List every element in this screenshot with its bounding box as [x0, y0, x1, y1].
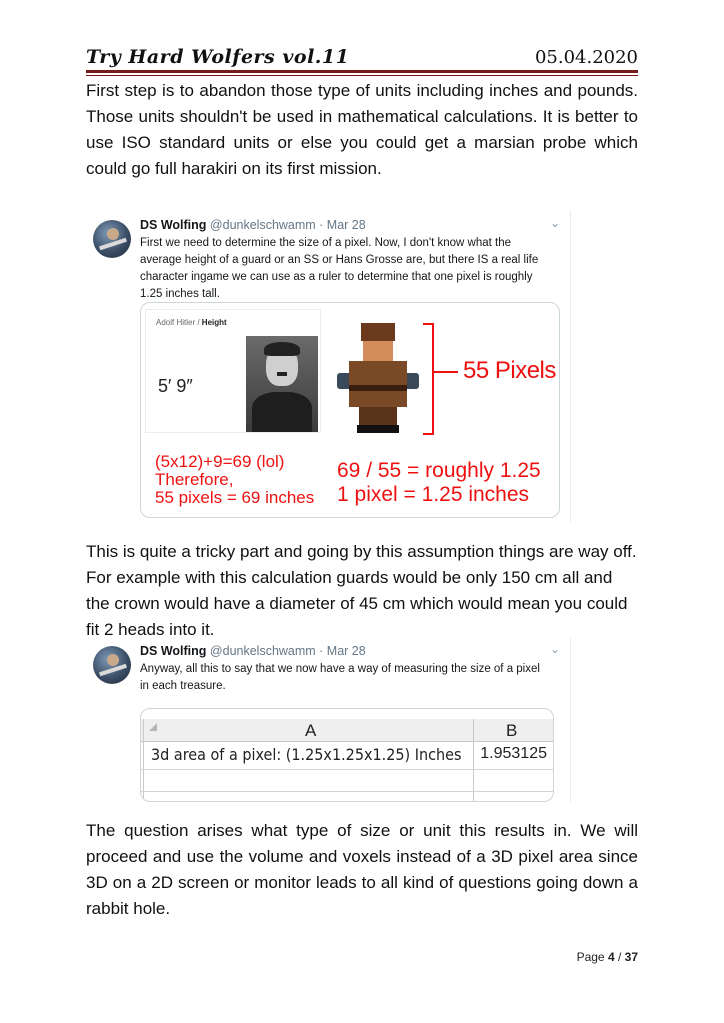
tweet-text: Anyway, all this to say that we now have a way of measuring the size of a pixel in each treasure. — [140, 663, 540, 692]
measure-bracket-line — [432, 323, 434, 435]
select-all-corner — [149, 723, 157, 731]
tweet-author[interactable] — [140, 644, 366, 658]
header-rule-thick — [86, 70, 638, 73]
avatar[interactable] — [93, 220, 131, 258]
tweet-image-card[interactable] — [140, 302, 560, 518]
cell-b1: 1.953125 — [480, 745, 547, 762]
document-date: 05.04.2020 — [534, 47, 638, 68]
chevron-down-icon[interactable]: ⌄ — [549, 642, 560, 656]
paragraph-1: First step is to abandon those type of units including inches and pounds. Those units shouldn't be used in mathematical calculations. It is better to use ISO standard units or else you could get a marsian probe which could go full harakiri on its first mission. — [86, 81, 638, 178]
tweet-text: First we need to determine the size of a pixel. Now, I don't know what the average height of a guard or an SS or Hans Grosse are, but there IS a real life character ingame we can use as a ruler to determine that one pixel is roughly 1.25 inches tall. — [140, 237, 539, 300]
author-name: DS Wolfing — [140, 218, 207, 232]
column-header-row — [141, 719, 553, 742]
tweet-author[interactable] — [140, 218, 366, 232]
author-handle-date: @dunkelschwamm · Mar 28 — [209, 644, 366, 658]
column-a-header: A — [305, 721, 317, 740]
paragraph-3: The question arises what type of size or unit this results in. We will proceed and use the volume and voxels instead of a 3D pixel area since 3D on a 2D screen or monitor leads to all kind of questions going down a rabbit hole. — [86, 821, 638, 918]
game-sprite-image — [337, 321, 421, 433]
tweet-embed-2[interactable] — [86, 638, 571, 802]
avatar[interactable] — [93, 646, 131, 684]
column-b-header: B — [506, 721, 518, 740]
panel-heading: Adolf Hitler / Height — [156, 318, 227, 327]
page-number: Page 4 / 37 — [576, 950, 638, 964]
search-result-panel — [145, 309, 321, 433]
height-value: 5′ 9″ — [158, 376, 193, 396]
measure-pointer — [434, 371, 458, 373]
paragraph-2: This is quite a tricky part and going by this assumption things are way off. For example with this calculation guards would be only 150 cm all and the crown would have a diameter of 45 cm which would mean you could fit 2 heads into it. — [86, 542, 637, 639]
document-title: Try Hard Wolfers vol.11 — [86, 46, 350, 68]
pixels-label: 55 Pixels — [463, 357, 556, 384]
portrait-photo — [246, 336, 318, 432]
measure-bracket-bottom — [423, 433, 433, 435]
ratio-line-2: 1 pixel = 1.25 inches — [337, 483, 530, 506]
author-name: DS Wolfing — [140, 644, 207, 658]
tweet-embed-1[interactable] — [86, 210, 571, 522]
header-rule-thin — [86, 75, 638, 76]
ratio-line-1: 69 / 55 = roughly 1.25 — [337, 459, 541, 482]
calc-line-3: 55 pixels = 69 inches — [155, 488, 315, 507]
chevron-down-icon[interactable]: ⌄ — [549, 216, 560, 230]
cell-a1: 3d area of a pixel: (1.25x1.25x1.25) Inches — [151, 745, 462, 764]
spreadsheet-image[interactable] — [140, 708, 554, 802]
calc-line-1: (5x12)+9=69 (lol) — [155, 452, 285, 471]
author-handle-date: @dunkelschwamm · Mar 28 — [209, 218, 366, 232]
calc-line-2: Therefore, — [155, 470, 234, 489]
